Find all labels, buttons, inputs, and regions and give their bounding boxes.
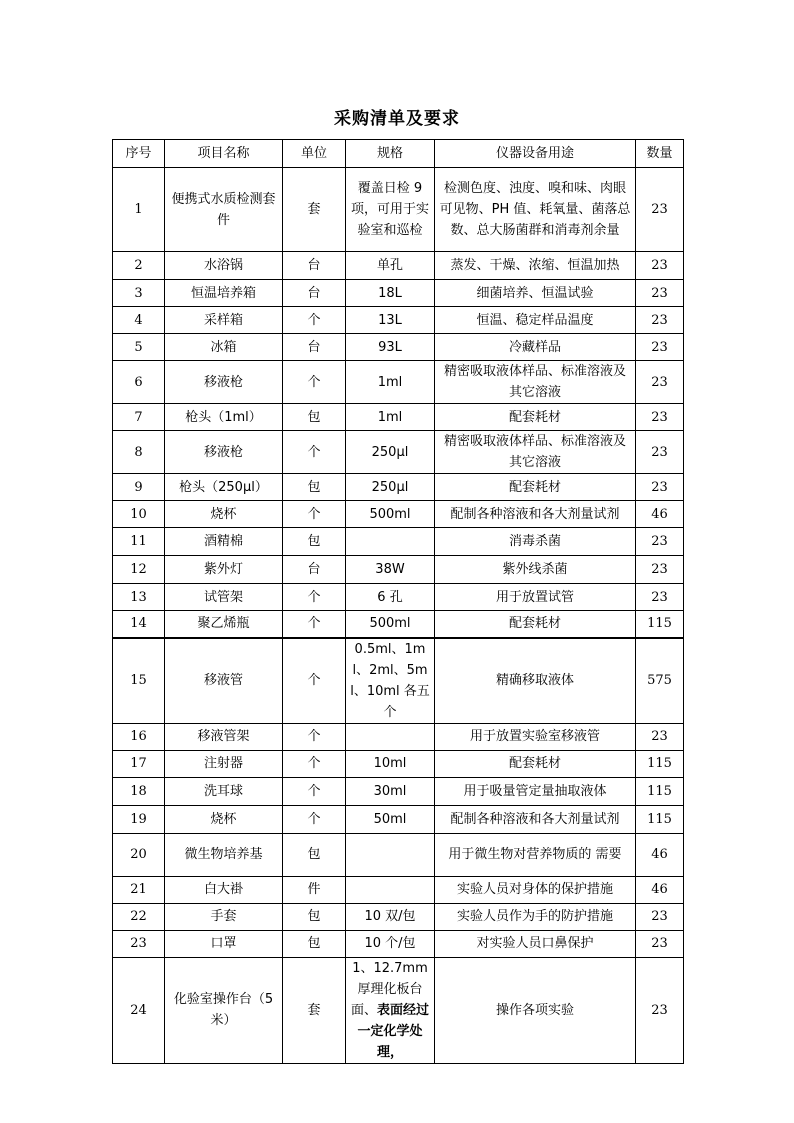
row-no: 19 (113, 805, 165, 833)
row-use: 检测色度、浊度、嗅和味、肉眼可见物、PH 值、耗氧量、菌落总数、总大肠菌群和消毒剂余量 (435, 168, 636, 252)
row-use: 配套耗材 (435, 611, 636, 638)
row-use: 配制各种溶液和各大剂量试剂 (435, 805, 636, 833)
row-name: 洗耳球 (165, 777, 283, 805)
row-no: 15 (113, 638, 165, 724)
row-spec: 250μl (346, 431, 435, 474)
row-use: 精密吸取液体样品、标准溶液及其它溶液 (435, 361, 636, 404)
row-unit: 个 (283, 611, 346, 638)
header-spec: 规格 (346, 140, 435, 168)
row-unit: 套 (283, 168, 346, 252)
row-qty: 23 (636, 431, 684, 474)
row-spec: 10 双/包 (346, 903, 435, 930)
row-name: 手套 (165, 903, 283, 930)
row-qty: 23 (636, 168, 684, 252)
row-spec (346, 833, 435, 876)
row-use: 操作各项实验 (435, 957, 636, 1063)
row-spec: 500ml (346, 611, 435, 638)
row-use: 配制各种溶液和各大剂量试剂 (435, 501, 636, 528)
row-no: 4 (113, 307, 165, 334)
table-row (113, 611, 684, 638)
table-row (113, 876, 684, 903)
row-unit: 个 (283, 750, 346, 777)
row-unit: 台 (283, 334, 346, 361)
row-no: 17 (113, 750, 165, 777)
row-name: 烧杯 (165, 805, 283, 833)
row-use: 精确移取液体 (435, 638, 636, 724)
row-qty: 115 (636, 805, 684, 833)
row-use: 实验人员作为手的防护措施 (435, 903, 636, 930)
row-qty: 23 (636, 280, 684, 307)
table-row (113, 556, 684, 584)
row-name: 移液管架 (165, 723, 283, 750)
row-name: 口罩 (165, 930, 283, 957)
table-row (113, 431, 684, 474)
row-no: 7 (113, 404, 165, 431)
row-spec: 500ml (346, 501, 435, 528)
row-no: 12 (113, 556, 165, 584)
row-qty: 23 (636, 930, 684, 957)
row-unit: 个 (283, 307, 346, 334)
row-qty: 115 (636, 611, 684, 638)
row-no: 21 (113, 876, 165, 903)
row-qty: 23 (636, 307, 684, 334)
row-name: 冰箱 (165, 334, 283, 361)
row-qty: 23 (636, 528, 684, 556)
document-title: 采购清单及要求 (334, 109, 460, 129)
row-spec: 93L (346, 334, 435, 361)
row-spec (346, 723, 435, 750)
table-row (113, 638, 684, 724)
row-spec: 1ml (346, 404, 435, 431)
row-qty: 23 (636, 556, 684, 584)
row-no: 10 (113, 501, 165, 528)
row-use: 紫外线杀菌 (435, 556, 636, 584)
row-unit: 个 (283, 361, 346, 404)
row-qty: 23 (636, 584, 684, 611)
row-qty: 23 (636, 252, 684, 280)
row-unit: 个 (283, 638, 346, 724)
row-no: 8 (113, 431, 165, 474)
row-no: 9 (113, 474, 165, 501)
row-use: 配套耗材 (435, 404, 636, 431)
table-header-row (113, 140, 684, 168)
row-no: 2 (113, 252, 165, 280)
row-no: 11 (113, 528, 165, 556)
row-qty: 46 (636, 876, 684, 903)
table-row (113, 334, 684, 361)
row-name: 聚乙烯瓶 (165, 611, 283, 638)
row-spec: 单孔 (346, 252, 435, 280)
row-qty: 23 (636, 334, 684, 361)
row-use: 恒温、稳定样品温度 (435, 307, 636, 334)
row-spec: 13L (346, 307, 435, 334)
table-row (113, 723, 684, 750)
row-qty: 23 (636, 404, 684, 431)
row-no: 22 (113, 903, 165, 930)
row-spec-part: 1、12.7mm 厚理化板台面、 (350, 960, 428, 1018)
row-name: 便携式水质检测套件 (165, 168, 283, 252)
row-unit: 个 (283, 805, 346, 833)
row-qty: 115 (636, 750, 684, 777)
row-qty: 46 (636, 501, 684, 528)
row-unit: 个 (283, 777, 346, 805)
row-name: 微生物培养基 (165, 833, 283, 876)
row-use: 细菌培养、恒温试验 (435, 280, 636, 307)
row-spec: 30ml (346, 777, 435, 805)
table-row (113, 252, 684, 280)
row-name: 试管架 (165, 584, 283, 611)
header-use: 仪器设备用途 (435, 140, 636, 168)
row-no: 23 (113, 930, 165, 957)
table-row (113, 404, 684, 431)
row-use: 蒸发、干燥、浓缩、恒温加热 (435, 252, 636, 280)
row-name: 采样箱 (165, 307, 283, 334)
row-name: 紫外灯 (165, 556, 283, 584)
row-use: 对实验人员口鼻保护 (435, 930, 636, 957)
row-unit: 个 (283, 584, 346, 611)
row-qty: 575 (636, 638, 684, 724)
header-unit: 单位 (283, 140, 346, 168)
row-spec: 0.5ml、1ml、2ml、5ml、10ml 各五个 (346, 638, 435, 724)
table-row (113, 361, 684, 404)
table-row (113, 280, 684, 307)
row-qty: 23 (636, 903, 684, 930)
row-name: 枪头（250μl） (165, 474, 283, 501)
row-name: 枪头（1ml） (165, 404, 283, 431)
row-no: 14 (113, 611, 165, 638)
row-spec: 250μl (346, 474, 435, 501)
row-unit: 包 (283, 930, 346, 957)
row-name: 恒温培养箱 (165, 280, 283, 307)
row-name: 酒精棉 (165, 528, 283, 556)
header-name: 项目名称 (165, 140, 283, 168)
row-use: 配套耗材 (435, 474, 636, 501)
row-qty: 23 (636, 474, 684, 501)
row-spec: 38W (346, 556, 435, 584)
row-no: 16 (113, 723, 165, 750)
row-qty: 115 (636, 777, 684, 805)
row-spec: 10 个/包 (346, 930, 435, 957)
row-spec (346, 876, 435, 903)
row-no: 13 (113, 584, 165, 611)
header-no: 序号 (113, 140, 165, 168)
row-no: 6 (113, 361, 165, 404)
row-unit: 台 (283, 252, 346, 280)
table-row (113, 584, 684, 611)
row-spec: 1ml (346, 361, 435, 404)
row-qty: 23 (636, 957, 684, 1063)
row-no: 1 (113, 168, 165, 252)
table-row (113, 307, 684, 334)
table-row (113, 528, 684, 556)
row-use: 用于放置实验室移液管 (435, 723, 636, 750)
table-row (113, 750, 684, 777)
row-name: 烧杯 (165, 501, 283, 528)
row-spec: 6 孔 (346, 584, 435, 611)
row-unit: 套 (283, 957, 346, 1063)
row-spec (346, 957, 435, 1063)
table-row (113, 501, 684, 528)
table-row (113, 805, 684, 833)
row-no: 24 (113, 957, 165, 1063)
row-use: 冷藏样品 (435, 334, 636, 361)
table-row (113, 168, 684, 252)
table-row (113, 833, 684, 876)
table-row (113, 957, 684, 1063)
row-qty: 46 (636, 833, 684, 876)
row-name: 水浴锅 (165, 252, 283, 280)
row-spec: 10ml (346, 750, 435, 777)
row-name: 移液枪 (165, 361, 283, 404)
row-name: 移液枪 (165, 431, 283, 474)
row-unit: 包 (283, 474, 346, 501)
row-name: 移液管 (165, 638, 283, 724)
row-unit: 个 (283, 431, 346, 474)
row-unit: 包 (283, 528, 346, 556)
row-spec (346, 528, 435, 556)
row-name: 白大褂 (165, 876, 283, 903)
row-no: 5 (113, 334, 165, 361)
row-spec: 18L (346, 280, 435, 307)
row-spec: 50ml (346, 805, 435, 833)
row-unit: 件 (283, 876, 346, 903)
table-row (113, 777, 684, 805)
row-name: 化验室操作台（5米） (165, 957, 283, 1063)
table-row (113, 903, 684, 930)
row-use: 用于放置试管 (435, 584, 636, 611)
row-unit: 个 (283, 501, 346, 528)
row-unit: 包 (283, 833, 346, 876)
row-unit: 台 (283, 280, 346, 307)
row-no: 20 (113, 833, 165, 876)
row-unit: 包 (283, 404, 346, 431)
row-spec: 覆盖日检 9 项，可用于实验室和巡检 (346, 168, 435, 252)
table-row (113, 930, 684, 957)
row-no: 18 (113, 777, 165, 805)
row-no: 3 (113, 280, 165, 307)
row-use: 配套耗材 (435, 750, 636, 777)
row-name: 注射器 (165, 750, 283, 777)
row-use: 用于微生物对营养物质的 需要 (435, 833, 636, 876)
header-qty: 数量 (636, 140, 684, 168)
row-qty: 23 (636, 723, 684, 750)
row-use: 精密吸取液体样品、标准溶液及其它溶液 (435, 431, 636, 474)
row-qty: 23 (636, 361, 684, 404)
row-spec-bold-part: 表面经过一定化学处理， (357, 1002, 430, 1060)
row-use: 消毒杀菌 (435, 528, 636, 556)
table-row (113, 474, 684, 501)
row-unit: 个 (283, 723, 346, 750)
procurement-table (112, 139, 684, 1064)
row-use: 用于吸量管定量抽取液体 (435, 777, 636, 805)
row-unit: 台 (283, 556, 346, 584)
row-unit: 包 (283, 903, 346, 930)
row-use: 实验人员对身体的保护措施 (435, 876, 636, 903)
